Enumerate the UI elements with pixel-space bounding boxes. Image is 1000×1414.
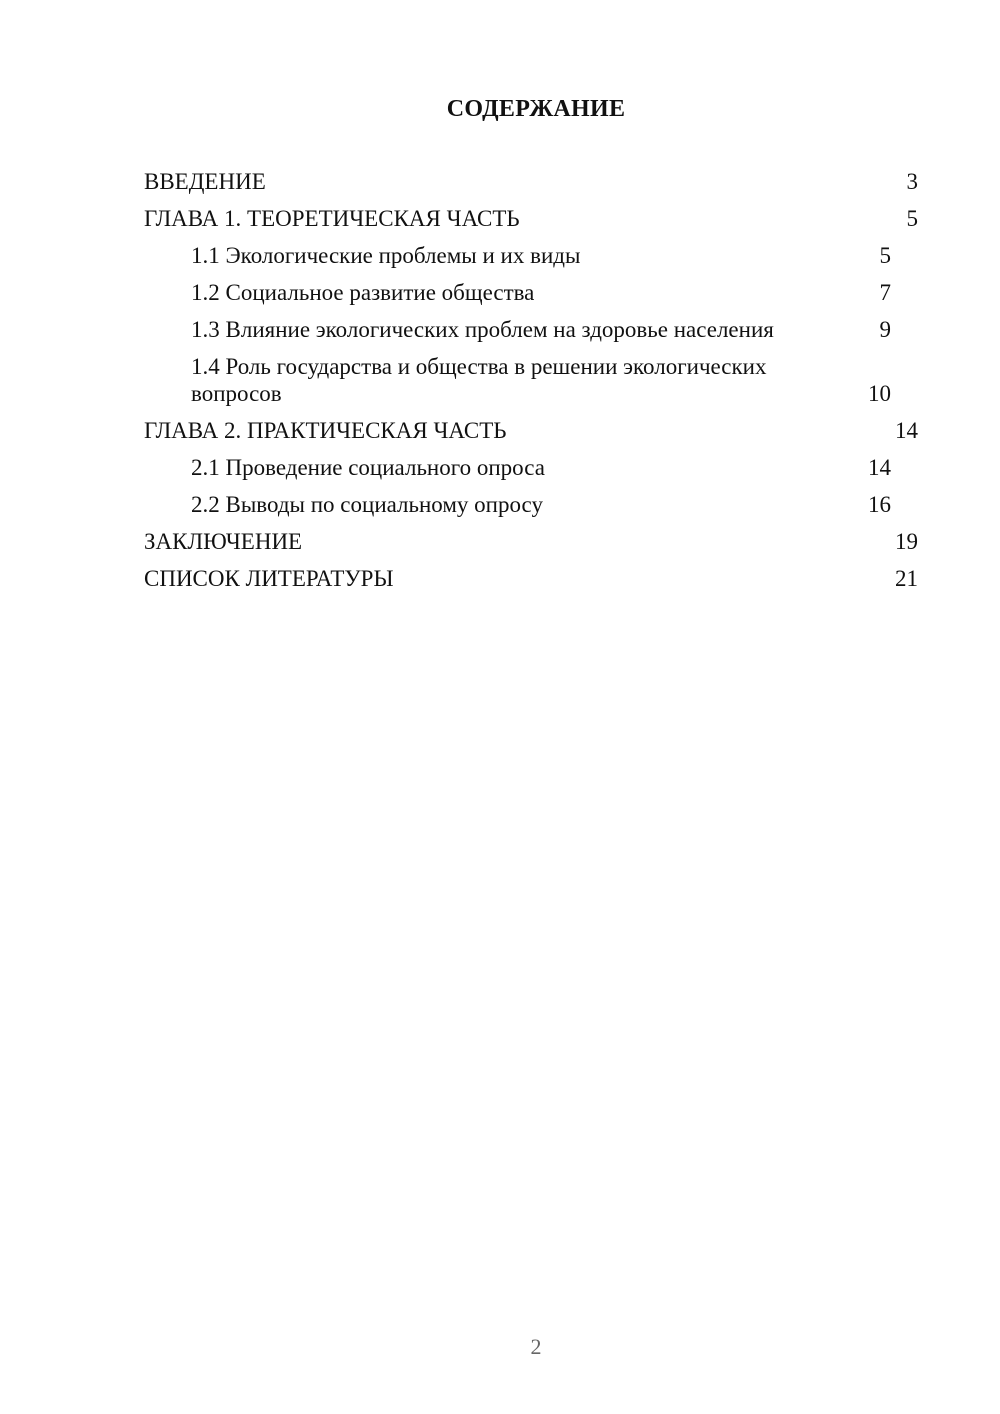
toc-entry-label: ГЛАВА 2. ПРАКТИЧЕСКАЯ ЧАСТЬ — [144, 418, 507, 443]
toc-entry-section-2-2 — [144, 491, 918, 518]
toc-entry-section-1-2 — [144, 279, 918, 306]
toc-entry-label: ЗАКЛЮЧЕНИЕ — [144, 529, 303, 554]
toc-entry-page: 9 — [879, 317, 891, 342]
toc-entry-section-1-1 — [144, 242, 918, 269]
toc-entry-label: 2.2 Выводы по социальному опросу — [191, 492, 543, 517]
toc-entry-page: 5 — [906, 206, 918, 231]
toc-entry-chapter-2 — [144, 417, 918, 444]
toc-entry-section-1-4 — [144, 353, 918, 407]
toc-entry-page: 16 — [868, 492, 891, 517]
toc-entry-page: 21 — [895, 566, 918, 591]
toc-entry-label: 1.4 Роль государства и общества в решении экологических вопросов — [191, 354, 767, 406]
toc-entry-page: 14 — [895, 418, 918, 443]
toc-entry-label: 1.1 Экологические проблемы и их виды — [191, 243, 581, 268]
toc-entry-chapter-1 — [144, 205, 918, 232]
toc-entry-section-1-3 — [144, 316, 918, 343]
toc-entry-page: 5 — [879, 243, 891, 268]
toc-entry-page: 10 — [868, 381, 891, 406]
toc-entry-label: 1.3 Влияние экологических проблем на здоровье населения — [191, 317, 774, 342]
toc-entry-section-2-1 — [144, 454, 918, 481]
page-number: 2 — [530, 1334, 542, 1359]
toc-entry-introduction — [144, 168, 918, 195]
toc-entry-references — [144, 565, 918, 592]
table-of-contents — [144, 168, 918, 602]
toc-entry-label: ГЛАВА 1. ТЕОРЕТИЧЕСКАЯ ЧАСТЬ — [144, 206, 520, 231]
toc-entry-label: 1.2 Социальное развитие общества — [191, 280, 535, 305]
toc-entry-label: ВВЕДЕНИЕ — [144, 169, 266, 194]
toc-entry-label: 2.1 Проведение социального опроса — [191, 455, 545, 480]
toc-entry-page: 19 — [895, 529, 918, 554]
toc-entry-label: СПИСОК ЛИТЕРАТУРЫ — [144, 566, 394, 591]
toc-entry-page: 3 — [906, 169, 918, 194]
toc-entry-page: 14 — [868, 455, 891, 480]
toc-entry-page: 7 — [879, 280, 891, 305]
page-title: СОДЕРЖАНИЕ — [446, 96, 626, 122]
toc-entry-conclusion — [144, 528, 918, 555]
